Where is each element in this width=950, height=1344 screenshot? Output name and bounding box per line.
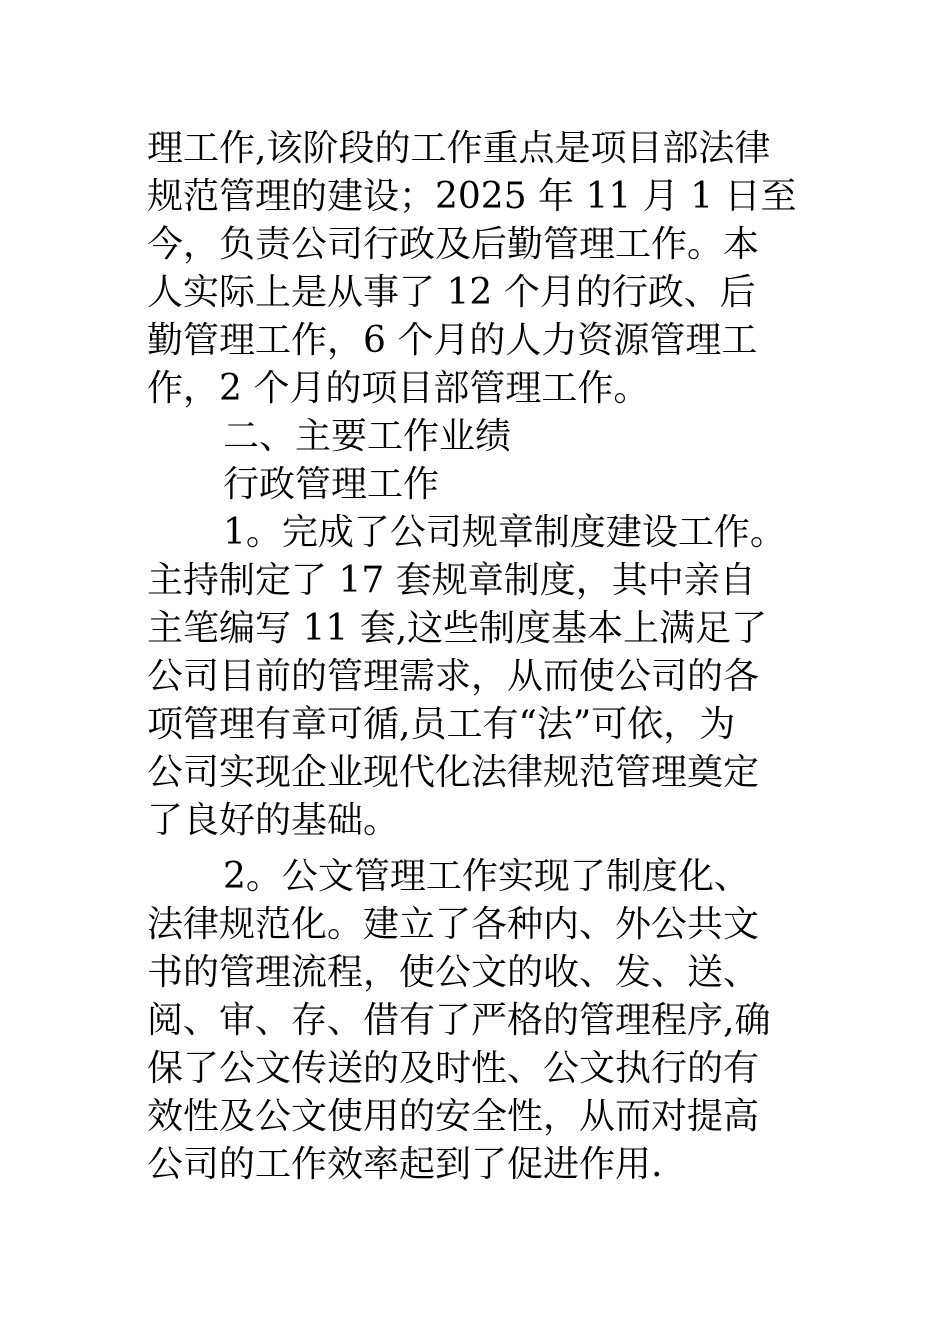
text-line: 公司的工作效率起到了促进作用. [147, 1144, 663, 1185]
text-line: 勤管理工作，6 个月的人力资源管理工 [147, 320, 758, 361]
subsection-heading: 行政管理工作 [223, 464, 440, 505]
text-line: 书的管理流程，使公文的收、发、送、 [147, 952, 760, 993]
text-line: 今，负责公司行政及后勤管理工作。本 [147, 224, 760, 265]
text-line: 公司实现企业现代化法律规范管理奠定 [147, 752, 760, 793]
text-line: 保了公文传送的及时性、公文执行的有 [147, 1048, 760, 1089]
paragraph-first-line: 2。公文管理工作实现了制度化、 [223, 856, 750, 897]
text-line: 规范管理的建设；2025 年 11 月 1 日至 [147, 176, 797, 217]
text-line: 人实际上是从事了 12 个月的行政、后 [147, 272, 756, 313]
text-line: 项管理有章可循,员工有“法”可依，为 [147, 704, 736, 745]
section-heading: 二、主要工作业绩 [223, 416, 512, 457]
text-line: 了良好的基础。 [147, 800, 400, 841]
text-line: 阅、审、存、借有了严格的管理程序,确 [147, 1000, 771, 1041]
document-body [147, 125, 837, 1189]
paragraph-first-line: 1。完成了公司规章制度建设工作。 [223, 512, 786, 553]
text-line: 主笔编写 11 套,这些制度基本上满足了 [147, 608, 768, 649]
text-line: 公司目前的管理需求，从而使公司的各 [147, 656, 760, 697]
text-line: 理工作,该阶段的工作重点是项目部法律 [147, 128, 771, 169]
text-line: 主持制定了 17 套规章制度，其中亲自 [147, 560, 756, 601]
text-line: 作，2 个月的项目部管理工作。 [147, 368, 650, 409]
text-line: 效性及公文使用的安全性，从而对提高 [147, 1096, 760, 1137]
text-line: 法律规范化。建立了各种内、外公共文 [147, 904, 760, 945]
